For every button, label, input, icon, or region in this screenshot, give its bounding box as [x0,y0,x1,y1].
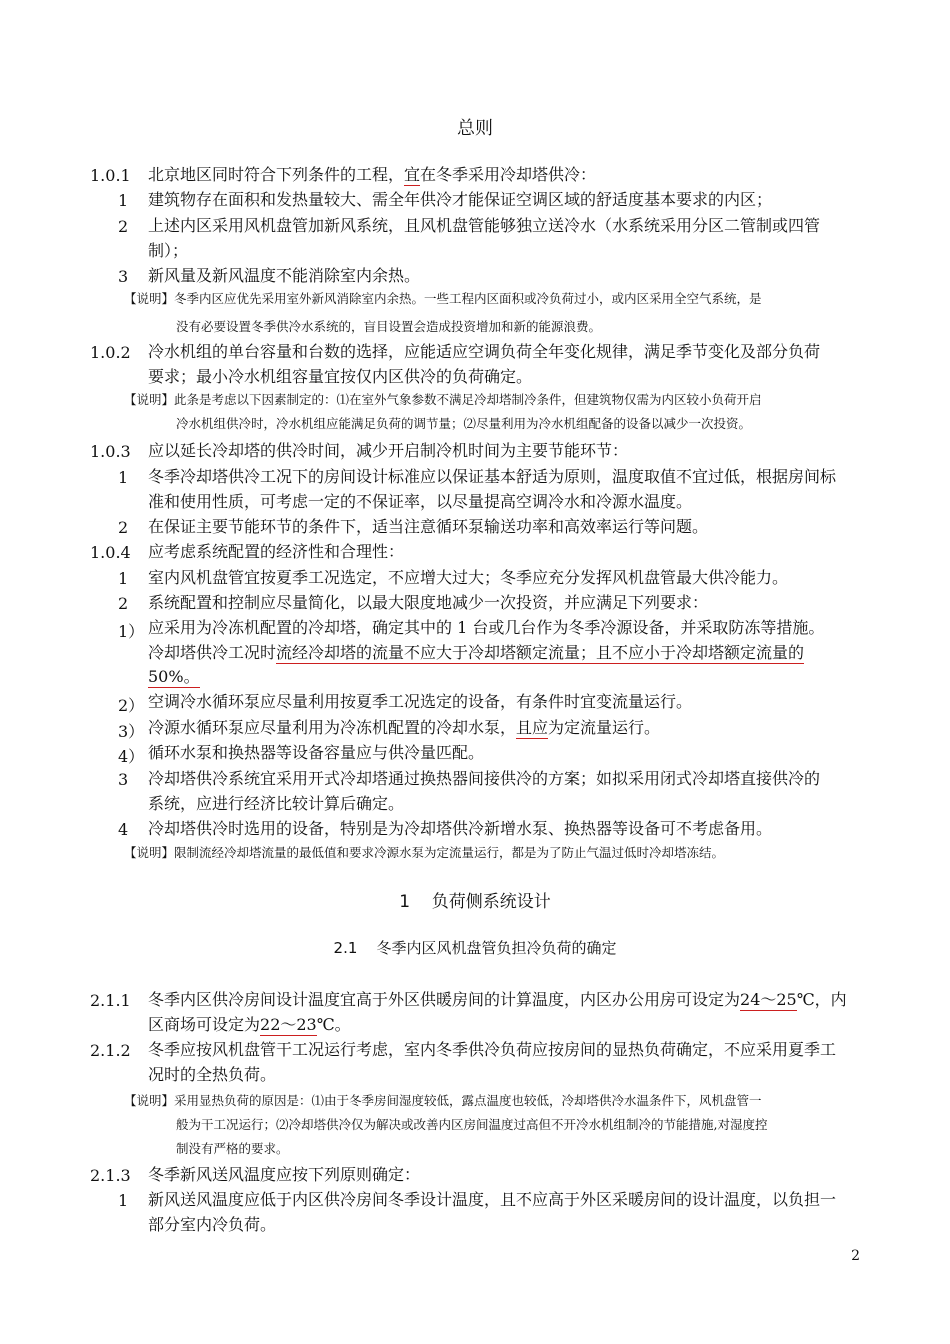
item-text [148,666,200,688]
clause-number: 1.0.2 [90,343,131,362]
clause-text: 应以延长冷却塔的供冷时间，减少开启制冷机时间为主要节能环节： [148,441,629,460]
item-text: 冷却塔供冷工况时流经冷却塔的流量不应大于冷却塔额定流量；且不应小于冷却塔额定流量的 [148,643,805,662]
note-text: 【说明】采用显热负荷的原因是：⑴由于冬季房间湿度较低，露点温度也较低，冷却塔供冷水温条件下，风机盘管一 [124,1093,762,1108]
item-text: 系统配置和控制应尽量简化，以最大限度地减少一次投资，并应满足下列要求： [148,593,709,612]
clause-number: 1.0.1 [90,166,131,185]
item-number: 2 [118,518,129,537]
item-number: 3） [118,722,145,741]
item-text: 室内风机盘管宜按夏季工况选定，不应增大过大；冬季应充分发挥风机盘管最大供冷能力。 [148,568,789,587]
underlined-text: 24～25 [740,990,797,1009]
item-number: 1 [118,468,129,487]
clause-text: 要求；最小冷水机组容量宜按仅内区供冷的负荷确定。 [148,367,533,386]
item-number: 1 [118,191,129,210]
page-title: 总则 [457,118,493,139]
underlined-text: 宜 [404,165,421,184]
item-text: 新风送风温度应低于内区供冷房间冬季设计温度，且不应高于外区采暖房间的设计温度，以负担一 [148,1190,837,1209]
item-text: 冷却塔供冷时选用的设备，特别是为冷却塔供冷新增水泵、换热器等设备可不考虑备用。 [148,819,773,838]
clause-text: 冬季新风送风温度应按下列原则确定： [148,1165,421,1184]
chapter-heading: 1 负荷侧系统设计 [399,892,551,912]
item-text: 建筑物存在面积和发热量较大、需全年供冷才能保证空调区域的舒适度基本要求的内区； [148,190,773,209]
underlined-text: 22～23 [260,1015,317,1034]
underlined-text: 流经冷却塔的流量不应大于冷却塔额定流量；且不应小于冷却塔额定流量的 [276,643,805,662]
note-text: 【说明】此条是考虑以下因素制定的：⑴在室外气象参数不满足冷却塔制冷条件，但建筑物仅需为内区较小负荷开启 [124,392,762,407]
note-text: 制没有严格的要求。 [176,1141,289,1156]
note-text: 没有必要设置冬季供冷水系统的，盲目设置会造成投资增加和新的能源浪费。 [176,319,602,334]
clause-text: 冷水机组的单台容量和台数的选择，应能适应空调负荷全年变化规律，满足季节变化及部分负荷 [148,342,821,361]
item-text: 冷却塔供冷系统宜采用开式冷却塔通过换热器间接供冷的方案；如拟采用闭式冷却塔直接供冷的 [148,769,821,788]
item-text: 制）； [148,241,189,260]
clause-text: 应考虑系统配置的经济性和合理性： [148,542,405,561]
item-number: 2 [118,594,129,613]
item-text: 在保证主要节能环节的条件下，适当注意循环泵输送功率和高效率运行等问题。 [148,517,709,536]
item-text: 循环水泵和换热器等设备容量应与供冷量匹配。 [148,743,485,762]
clause-text: 冬季应按风机盘管干工况运行考虑，室内冬季供冷负荷应按房间的显热负荷确定，不应采用夏季工 [148,1040,837,1059]
item-text: 新风量及新风温度不能消除室内余热。 [148,266,421,285]
note-text: 【说明】限制流经冷却塔流量的最低值和要求冷源水泵为定流量运行，都是为了防止气温过低时冷却塔冻结。 [124,845,725,860]
note-text: 【说明】冬季内区应优先采用室外新风消除室内余热。一些工程内区面积或冷负荷过小，或内区采用全空气系统，是 [124,291,762,306]
item-number: 4） [118,747,145,766]
item-text: 部分室内冷负荷。 [148,1215,277,1234]
clause-number: 1.0.3 [90,442,131,461]
item-number: 4 [118,820,129,839]
underlined-text: 且应 [516,718,549,737]
item-text: 系统，应进行经济比较计算后确定。 [148,794,405,813]
clause-number: 1.0.4 [90,543,131,562]
clause-number: 2.1.1 [90,991,131,1010]
item-text: 空调冷水循环泵应尽量利用按夏季工况选定的设备，有条件时宜变流量运行。 [148,692,693,711]
section-heading: 2.1 冬季内区风机盘管负担冷负荷的确定 [333,939,617,957]
underlined-text: 50%。 [148,667,200,686]
page-number: 2 [851,1248,860,1264]
clause-text: 区商场可设定为22～23℃。 [148,1015,351,1034]
item-text: 应采用为冷冻机配置的冷却塔，确定其中的 1 台或几台作为冬季冷源设备，并采取防冻等措施。 [148,618,825,637]
clause-number: 2.1.2 [90,1041,131,1060]
item-number: 3 [118,267,129,286]
item-text: 准和使用性质，可考虑一定的不保证率，以尽量提高空调冷水和冷源水温度。 [148,492,693,511]
clause-text: 况时的全热负荷。 [148,1065,277,1084]
item-number: 1 [118,1191,129,1210]
note-text: 般为干工况运行；⑵冷却塔供冷仅为解决或改善内区房间温度过高但不开冷水机组制冷的节能措施,对湿度控 [176,1117,768,1132]
item-text: 冷源水循环泵应尽量利用为冷冻机配置的冷却水泵，且应为定流量运行。 [148,718,661,737]
item-text: 冬季冷却塔供冷工况下的房间设计标准应以保证基本舒适为原则，温度取值不宜过低，根据房间标 [148,467,837,486]
item-number: 1 [118,569,129,588]
clause-number: 2.1.3 [90,1166,131,1185]
clause-text: 北京地区同时符合下列条件的工程，宜在冬季采用冷却塔供冷： [148,165,597,184]
note-text: 冷水机组供冷时，冷水机组应能满足负荷的调节量；⑵尽量利用为冷水机组配备的设备以减少一次投资。 [176,416,752,431]
item-number: 1） [118,622,145,641]
item-number: 2） [118,696,145,715]
item-text: 上述内区采用风机盘管加新风系统，且风机盘管能够独立送冷水（水系统采用分区二管制或四管 [148,216,821,235]
clause-text: 冬季内区供冷房间设计温度宜高于外区供暖房间的计算温度，内区办公用房可设定为24～25℃，内 [148,990,847,1009]
item-number: 2 [118,217,129,236]
item-number: 3 [118,770,129,789]
